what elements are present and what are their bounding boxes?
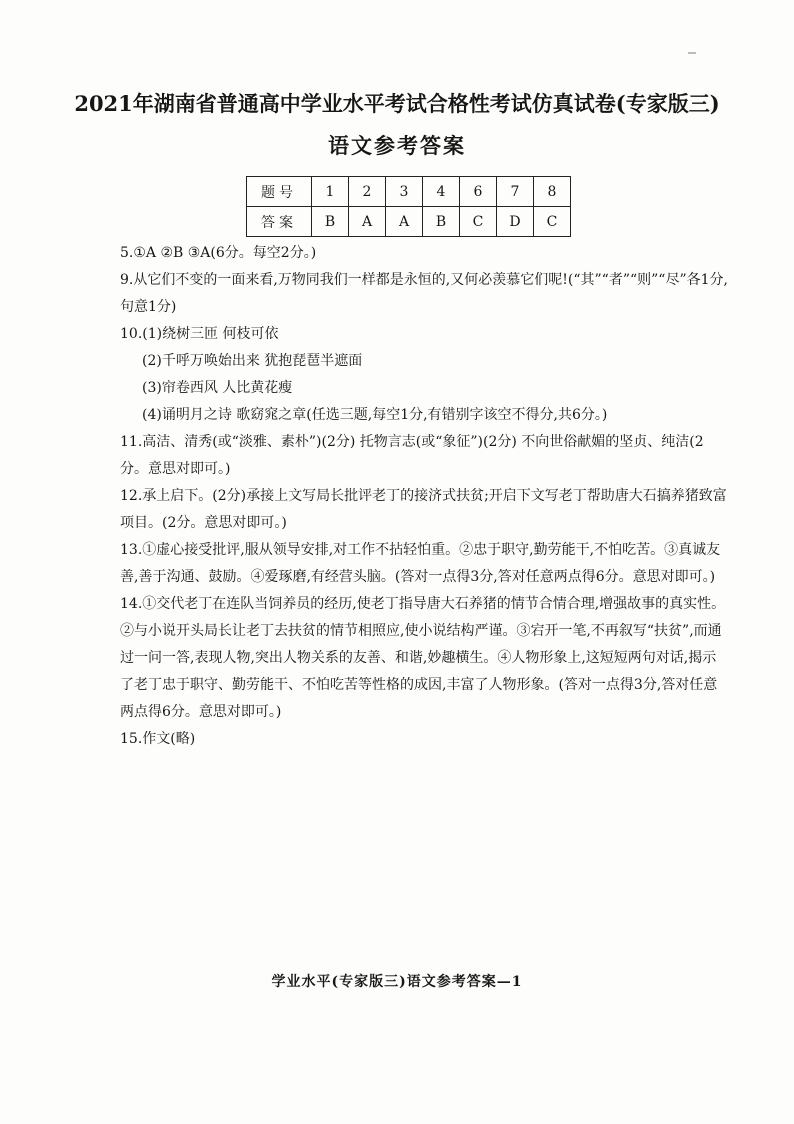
answer-q10: 10.(1)绕树三匝 何枝可依 (120, 326, 279, 342)
question-number-cell: 8 (534, 177, 571, 207)
answer-table (246, 176, 571, 237)
answer-q9: 9.从它们不变的一面来看,万物同我们一样都是永恒的,又何必羡慕它们呢!(“其”“者”“则”“尽”各1分,句意1分) (120, 272, 728, 315)
answer-cell: A (386, 207, 423, 237)
answer-q10-part2: (2)千呼万唤始出来 犹抱琵琶半遮面 (142, 353, 363, 369)
question-number-cell: 6 (460, 177, 497, 207)
answer-list (120, 240, 730, 753)
question-number-row (247, 177, 571, 207)
answer-q10-part4: (4)诵明月之诗 歌窈窕之章(任选三题,每空1分,有错别字该空不得分,共6分。) (142, 407, 608, 423)
answer-cell: A (349, 207, 386, 237)
question-number-label: 题号 (247, 177, 312, 207)
scan-mark (688, 52, 696, 54)
answer-label: 答案 (247, 207, 312, 237)
answer-q12: 12.承上启下。(2分)承接上文写局长批评老丁的接济式扶贫;开启下文写老丁帮助唐大石搞养猪致富项目。(2分。意思对即可。) (120, 488, 727, 531)
answer-cell: B (423, 207, 460, 237)
page-subtitle: 语文参考答案 (328, 133, 466, 158)
question-number-cell: 7 (497, 177, 534, 207)
answer-cell: B (312, 207, 349, 237)
question-number-cell: 4 (423, 177, 460, 207)
answer-q5: 5.①A ②B ③A(6分。每空2分。) (120, 245, 317, 261)
question-number-cell: 3 (386, 177, 423, 207)
answer-q11: 11.高洁、清秀(或“淡雅、素朴”)(2分) 托物言志(或“象征”)(2分) 不向世俗献媚的坚贞、纯洁(2分。意思对即可。) (120, 434, 704, 477)
page-footer: 学业水平(专家版三)语文参考答案—1 (271, 974, 523, 990)
question-number-cell: 1 (312, 177, 349, 207)
answer-q13: 13.①虚心接受批评,服从领导安排,对工作不拈轻怕重。②忠于职守,勤劳能干,不怕吃苦。③真诚友善,善于沟通、鼓励。④爱琢磨,有经营头脑。(答对一点得3分,答对任意两点得6分。意思对即可。) (120, 542, 721, 585)
answer-row (247, 207, 571, 237)
page-title: 2021年湖南省普通高中学业水平考试合格性考试仿真试卷(专家版三) (74, 91, 720, 116)
answer-cell: C (534, 207, 571, 237)
question-number-cell: 2 (349, 177, 386, 207)
answer-q14: 14.①交代老丁在连队当饲养员的经历,使老丁指导唐大石养猪的情节合情合理,增强故事的真实性。②与小说开头局长让老丁去扶贫的情节相照应,使小说结构严谨。③宕开一笔,不再叙写“扶贫”,而通过一问一答,表现人物,突出人物关系的友善、和谐,妙趣横生。④人物形象上,这短短两句对话,揭示了老丁忠于职守、勤劳能干、不怕吃苦等性格的成因,丰富了人物形象。(答对一点得3分,答对任意两点得6分。意思对即可。) (120, 596, 726, 720)
answer-q15: 15.作文(略) (120, 731, 196, 747)
answer-cell: C (460, 207, 497, 237)
answer-cell: D (497, 207, 534, 237)
answer-q10-part3: (3)帘卷西风 人比黄花瘦 (142, 380, 293, 396)
